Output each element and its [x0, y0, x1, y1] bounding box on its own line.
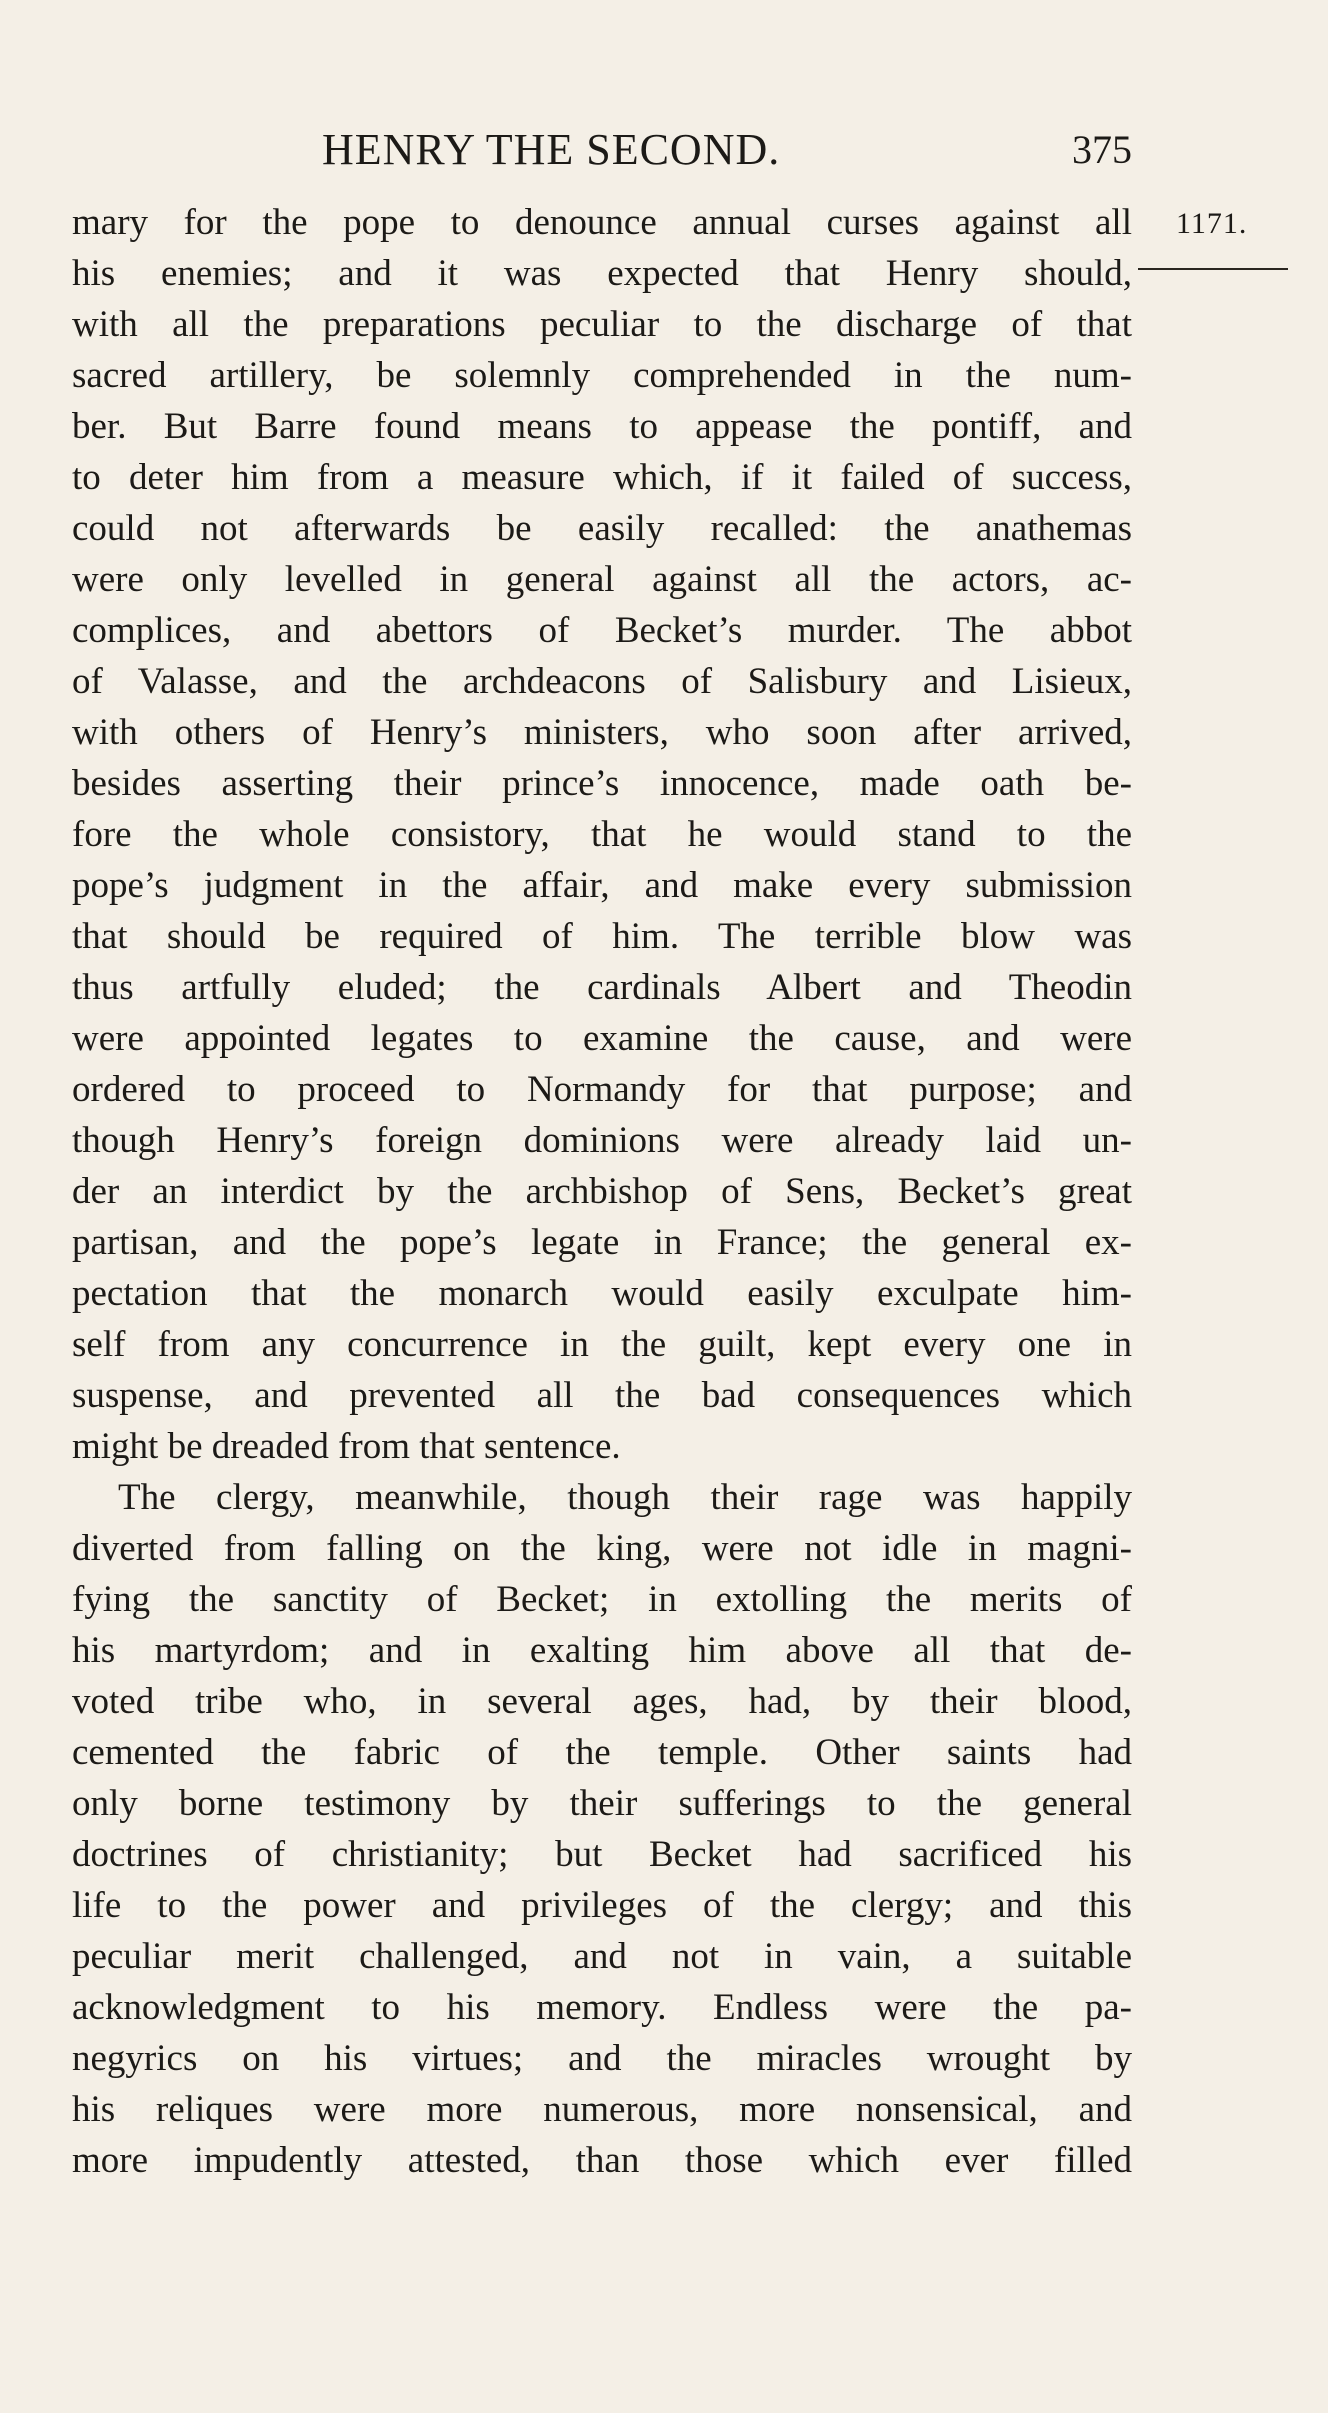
- text-line: ordered to proceed to Normandy for that purpose; and: [72, 1069, 1132, 1110]
- text-line: diverted from falling on the king, were not idle in magni-: [72, 1528, 1132, 1569]
- paragraph-start-line: The clergy, meanwhile, though their rage was happily: [118, 1477, 1132, 1518]
- text-line: negyrics on his virtues; and the miracles wrought by: [72, 2038, 1132, 2079]
- text-line: pectation that the monarch would easily exculpate him-: [72, 1273, 1132, 1314]
- text-line: voted tribe who, in several ages, had, by their blood,: [72, 1681, 1132, 1722]
- text-line: sacred artillery, be solemnly comprehended in the num-: [72, 355, 1132, 396]
- text-line: of Valasse, and the archdeacons of Salisbury and Lisieux,: [72, 661, 1132, 702]
- text-line: acknowledgment to his memory. Endless were the pa-: [72, 1987, 1132, 2028]
- text-line: cemented the fabric of the temple. Other saints had: [72, 1732, 1132, 1773]
- body-text: [72, 197, 1132, 2186]
- text-line: that should be required of him. The terrible blow was: [72, 916, 1132, 957]
- text-line: were only levelled in general against all the actors, ac-: [72, 559, 1132, 600]
- text-line: could not afterwards be easily recalled: the anathemas: [72, 508, 1132, 549]
- text-line: peculiar merit challenged, and not in vain, a suitable: [72, 1936, 1132, 1977]
- text-line: though Henry’s foreign dominions were already laid un-: [72, 1120, 1132, 1161]
- paragraph-end-line: might be dreaded from that sentence.: [72, 1426, 621, 1467]
- text-line: with others of Henry’s ministers, who soon after arrived,: [72, 712, 1132, 753]
- running-title: HENRY THE SECOND.: [322, 125, 781, 174]
- text-line: self from any concurrence in the guilt, kept every one in: [72, 1324, 1132, 1365]
- text-line: der an interdict by the archbishop of Sens, Becket’s great: [72, 1171, 1132, 1212]
- text-line: life to the power and privileges of the clergy; and this: [72, 1885, 1132, 1926]
- text-line: more impudently attested, than those which ever filled: [72, 2140, 1132, 2181]
- text-line: thus artfully eluded; the cardinals Albert and Theodin: [72, 967, 1132, 1008]
- text-line: fying the sanctity of Becket; in extolling the merits of: [72, 1579, 1132, 1620]
- text-line: his reliques were more numerous, more nonsensical, and: [72, 2089, 1132, 2130]
- margin-rule: [1138, 268, 1288, 270]
- text-line: his martyrdom; and in exalting him above all that de-: [72, 1630, 1132, 1671]
- text-line: fore the whole consistory, that he would stand to the: [72, 814, 1132, 855]
- text-line: his enemies; and it was expected that Henry should,: [72, 253, 1132, 294]
- page-number: 375: [1072, 127, 1132, 172]
- text-line: pope’s judgment in the affair, and make every submission: [72, 865, 1132, 906]
- text-line: complices, and abettors of Becket’s murder. The abbot: [72, 610, 1132, 651]
- margin-year: 1171.: [1176, 207, 1248, 240]
- text-line: ber. But Barre found means to appease the pontiff, and: [72, 406, 1132, 447]
- text-line: mary for the pope to denounce annual curses against all: [72, 202, 1132, 243]
- text-line: only borne testimony by their sufferings to the general: [72, 1783, 1132, 1824]
- running-head: [72, 120, 1132, 180]
- text-line: besides asserting their prince’s innocence, made oath be-: [72, 763, 1132, 804]
- text-line: with all the preparations peculiar to the discharge of that: [72, 304, 1132, 345]
- text-line: to deter him from a measure which, if it failed of success,: [72, 457, 1132, 498]
- text-line: doctrines of christianity; but Becket had sacrificed his: [72, 1834, 1132, 1875]
- text-line: suspense, and prevented all the bad consequences which: [72, 1375, 1132, 1416]
- text-line: were appointed legates to examine the cause, and were: [72, 1018, 1132, 1059]
- text-line: partisan, and the pope’s legate in France; the general ex-: [72, 1222, 1132, 1263]
